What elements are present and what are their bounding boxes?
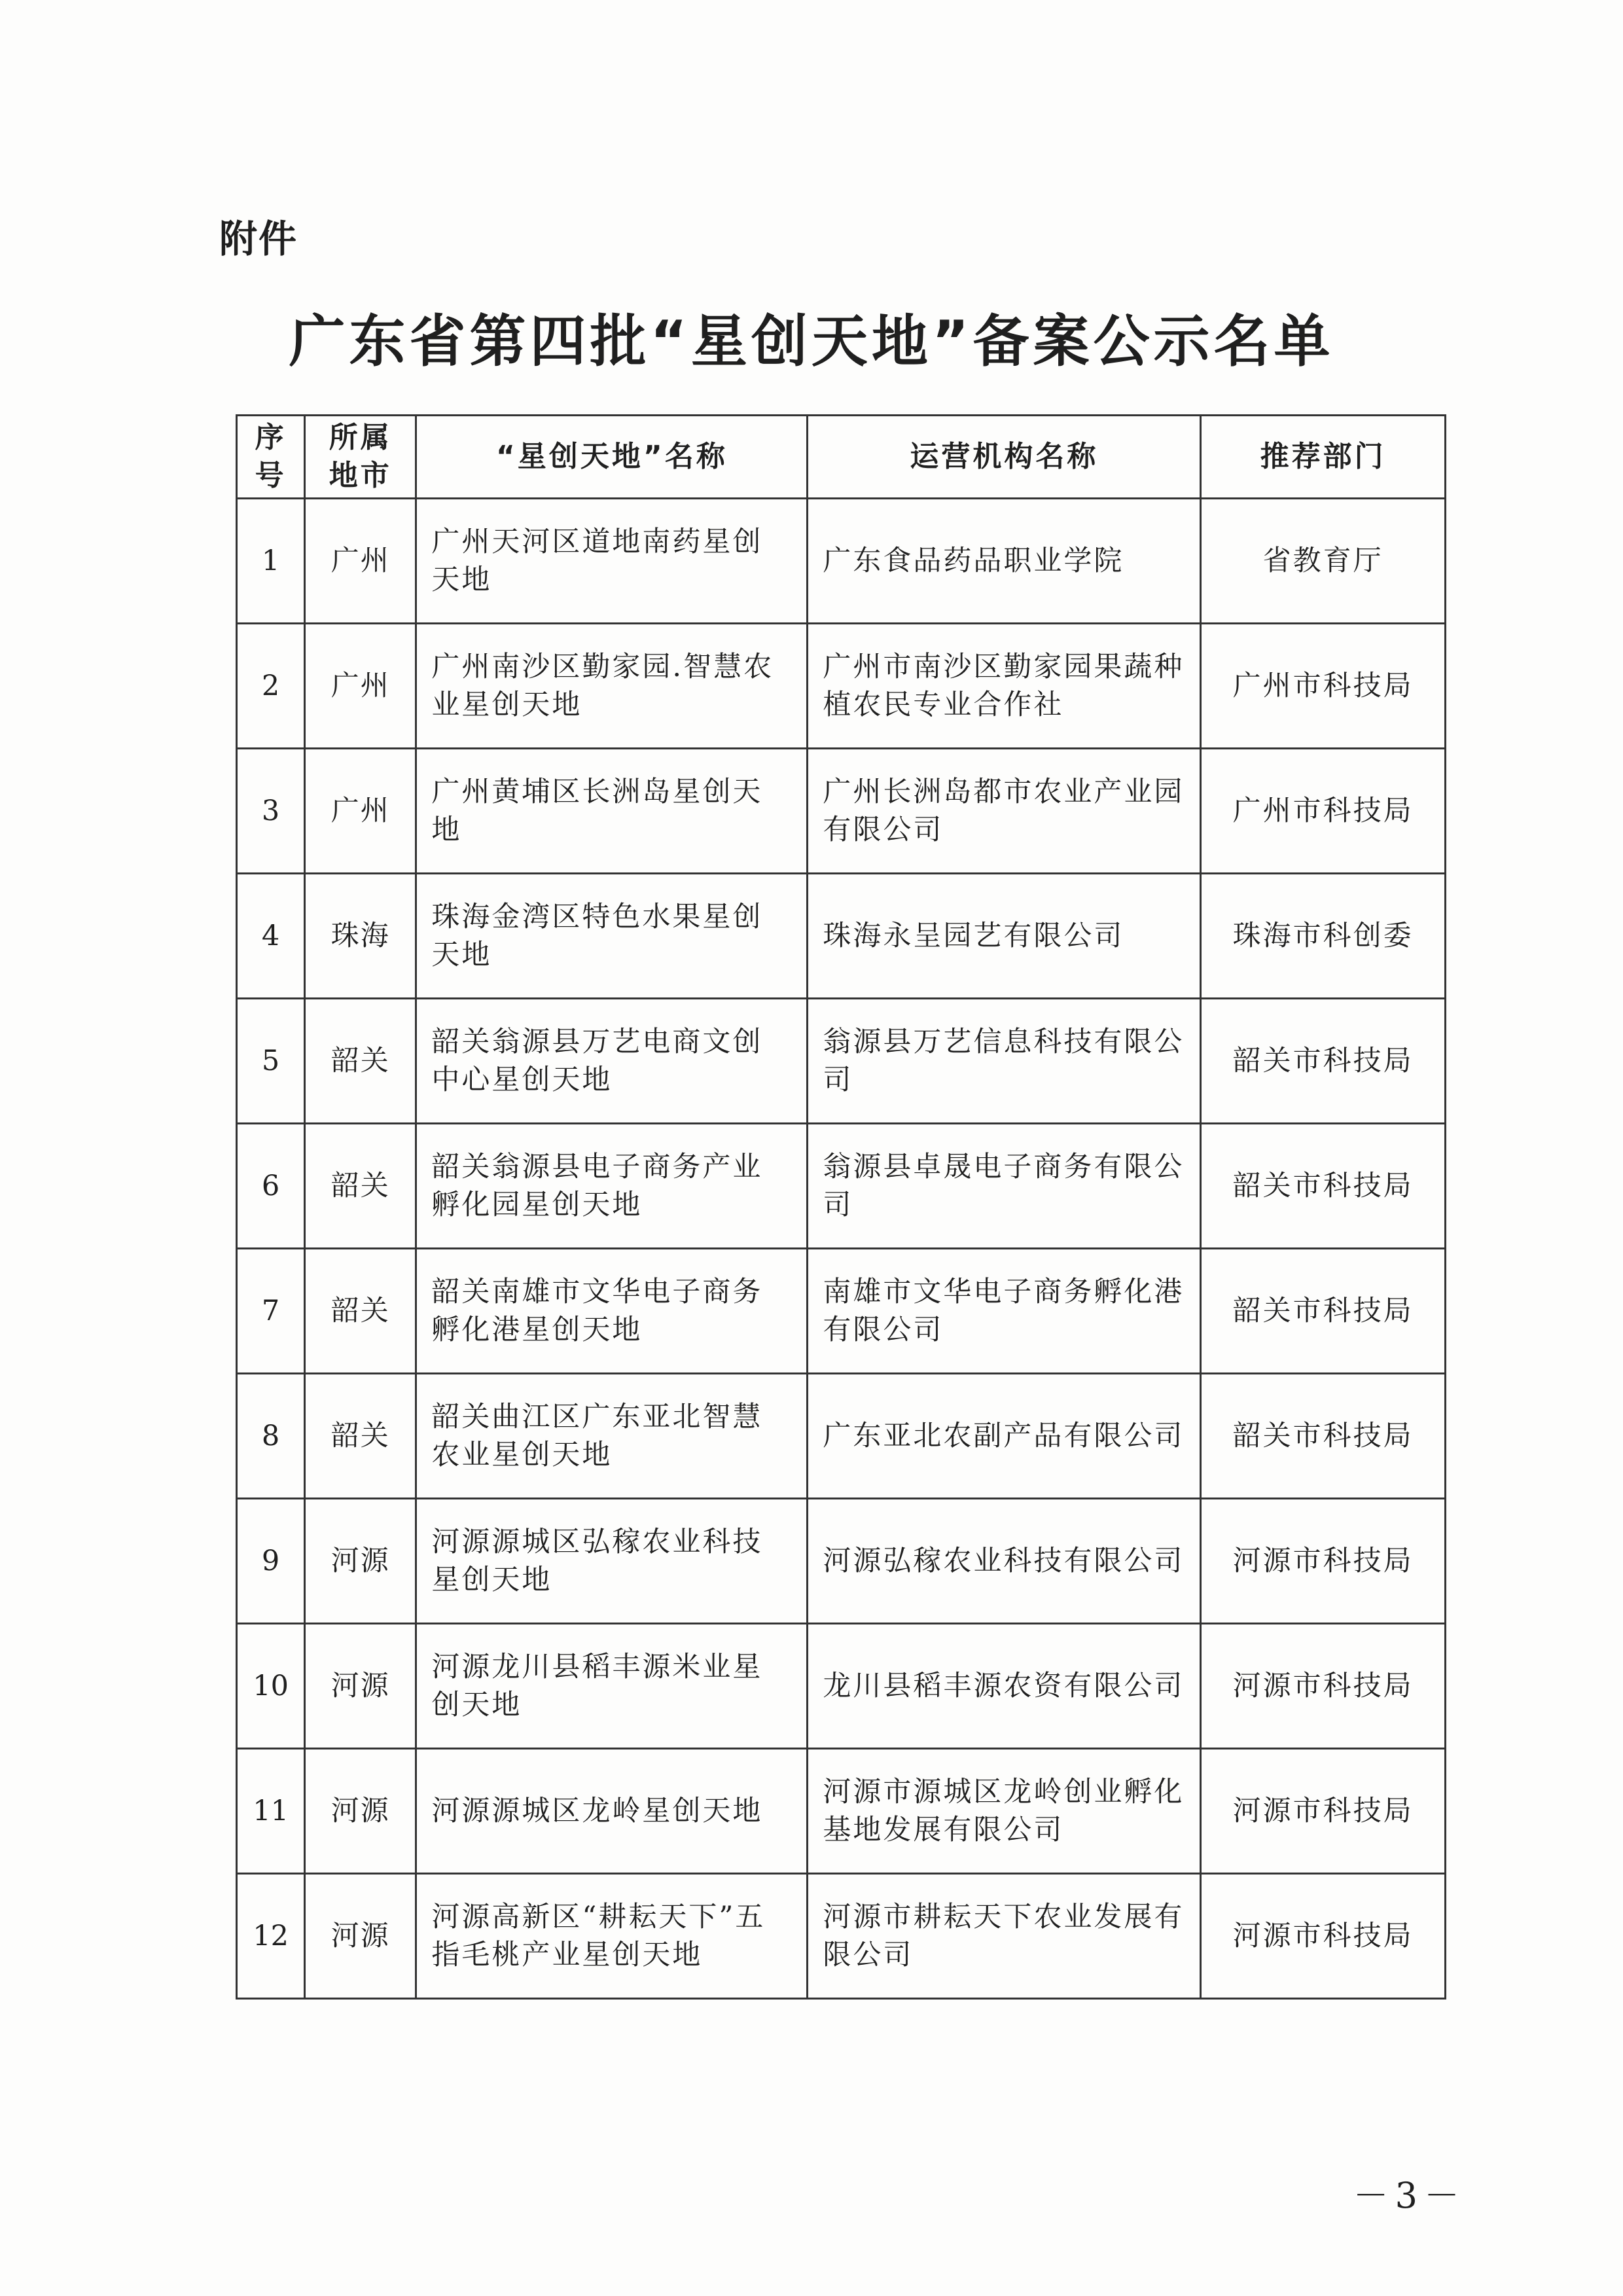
cell-dept: 广州市科技局 <box>1201 749 1446 874</box>
cell-no: 4 <box>237 874 305 999</box>
cell-city: 广州 <box>305 624 416 749</box>
table-header-row <box>237 416 1446 499</box>
cell-org: 翁源县卓晟电子商务有限公司 <box>808 1124 1201 1249</box>
cell-org: 广州市南沙区勤家园果蔬种植农民专业合作社 <box>808 624 1201 749</box>
table-row <box>237 999 1446 1124</box>
header-city <box>305 416 416 499</box>
cell-dept: 广州市科技局 <box>1201 624 1446 749</box>
attachment-label: 附件 <box>219 217 298 261</box>
cell-name: 河源高新区“耕耘天下”五指毛桃产业星创天地 <box>416 1874 808 1999</box>
cell-no: 8 <box>237 1374 305 1499</box>
cell-no: 10 <box>237 1624 305 1749</box>
cell-dept: 韶关市科技局 <box>1201 1374 1446 1499</box>
cell-dept: 河源市科技局 <box>1201 1624 1446 1749</box>
cell-name: 广州南沙区勤家园.智慧农业星创天地 <box>416 624 808 749</box>
cell-city: 河源 <box>305 1624 416 1749</box>
cell-name: 韶关翁源县电子商务产业孵化园星创天地 <box>416 1124 808 1249</box>
header-serial-no-line1: 序 <box>255 421 287 454</box>
cell-city: 韶关 <box>305 1374 416 1499</box>
cell-org: 河源弘稼农业科技有限公司 <box>808 1499 1201 1624</box>
cell-name: 韶关曲江区广东亚北智慧农业星创天地 <box>416 1374 808 1499</box>
table-row <box>237 1749 1446 1874</box>
cell-no: 9 <box>237 1499 305 1624</box>
cell-city: 韶关 <box>305 999 416 1124</box>
cell-city: 广州 <box>305 749 416 874</box>
cell-org: 珠海永呈园艺有限公司 <box>808 874 1201 999</box>
table-row <box>237 1499 1446 1624</box>
cell-org: 广东亚北农副产品有限公司 <box>808 1374 1201 1499</box>
cell-no: 5 <box>237 999 305 1124</box>
cell-org: 广州长洲岛都市农业产业园有限公司 <box>808 749 1201 874</box>
registry-table <box>236 414 1446 2000</box>
document-title: 广东省第四批“星创天地”备案公示名单 <box>289 309 1334 374</box>
cell-dept: 珠海市科创委 <box>1201 874 1446 999</box>
header-serial-no-line2: 号 <box>255 459 287 492</box>
cell-no: 6 <box>237 1124 305 1249</box>
table-row <box>237 624 1446 749</box>
cell-dept: 河源市科技局 <box>1201 1874 1446 1999</box>
table-row <box>237 749 1446 874</box>
cell-no: 1 <box>237 499 305 624</box>
cell-org: 河源市耕耘天下农业发展有限公司 <box>808 1874 1201 1999</box>
cell-name: 广州天河区道地南药星创天地 <box>416 499 808 624</box>
cell-name: 韶关南雄市文华电子商务孵化港星创天地 <box>416 1249 808 1374</box>
cell-dept: 韶关市科技局 <box>1201 1124 1446 1249</box>
header-city-line1: 所属 <box>329 421 392 454</box>
table-row <box>237 1249 1446 1374</box>
table-row <box>237 1624 1446 1749</box>
cell-name: 河源源城区弘稼农业科技星创天地 <box>416 1499 808 1624</box>
header-dept: 推荐部门 <box>1201 416 1446 499</box>
cell-city: 韶关 <box>305 1249 416 1374</box>
cell-org: 南雄市文华电子商务孵化港有限公司 <box>808 1249 1201 1374</box>
table-row <box>237 1874 1446 1999</box>
cell-org: 龙川县稻丰源农资有限公司 <box>808 1624 1201 1749</box>
cell-name: 韶关翁源县万艺电商文创中心星创天地 <box>416 999 808 1124</box>
cell-name: 河源龙川县稻丰源米业星创天地 <box>416 1624 808 1749</box>
table-row <box>237 1374 1446 1499</box>
table-row <box>237 1124 1446 1249</box>
cell-city: 韶关 <box>305 1124 416 1249</box>
cell-org: 河源市源城区龙岭创业孵化基地发展有限公司 <box>808 1749 1201 1874</box>
cell-name: 珠海金湾区特色水果星创天地 <box>416 874 808 999</box>
cell-city: 河源 <box>305 1874 416 1999</box>
cell-dept: 韶关市科技局 <box>1201 1249 1446 1374</box>
header-city-line2: 地市 <box>329 459 392 492</box>
cell-dept: 河源市科技局 <box>1201 1749 1446 1874</box>
header-name: “星创天地”名称 <box>416 416 808 499</box>
header-org: 运营机构名称 <box>808 416 1201 499</box>
cell-name: 广州黄埔区长洲岛星创天地 <box>416 749 808 874</box>
cell-no: 2 <box>237 624 305 749</box>
page-number: －3－ <box>1353 2175 1466 2216</box>
cell-city: 河源 <box>305 1749 416 1874</box>
cell-city: 广州 <box>305 499 416 624</box>
table-row <box>237 874 1446 999</box>
cell-no: 7 <box>237 1249 305 1374</box>
cell-city: 河源 <box>305 1499 416 1624</box>
cell-city: 珠海 <box>305 874 416 999</box>
cell-no: 12 <box>237 1874 305 1999</box>
cell-no: 11 <box>237 1749 305 1874</box>
cell-dept: 省教育厅 <box>1201 499 1446 624</box>
cell-org: 翁源县万艺信息科技有限公司 <box>808 999 1201 1124</box>
header-serial-no <box>237 416 305 499</box>
cell-name: 河源源城区龙岭星创天地 <box>416 1749 808 1874</box>
cell-dept: 韶关市科技局 <box>1201 999 1446 1124</box>
table-row <box>237 499 1446 624</box>
cell-dept: 河源市科技局 <box>1201 1499 1446 1624</box>
cell-no: 3 <box>237 749 305 874</box>
cell-org: 广东食品药品职业学院 <box>808 499 1201 624</box>
